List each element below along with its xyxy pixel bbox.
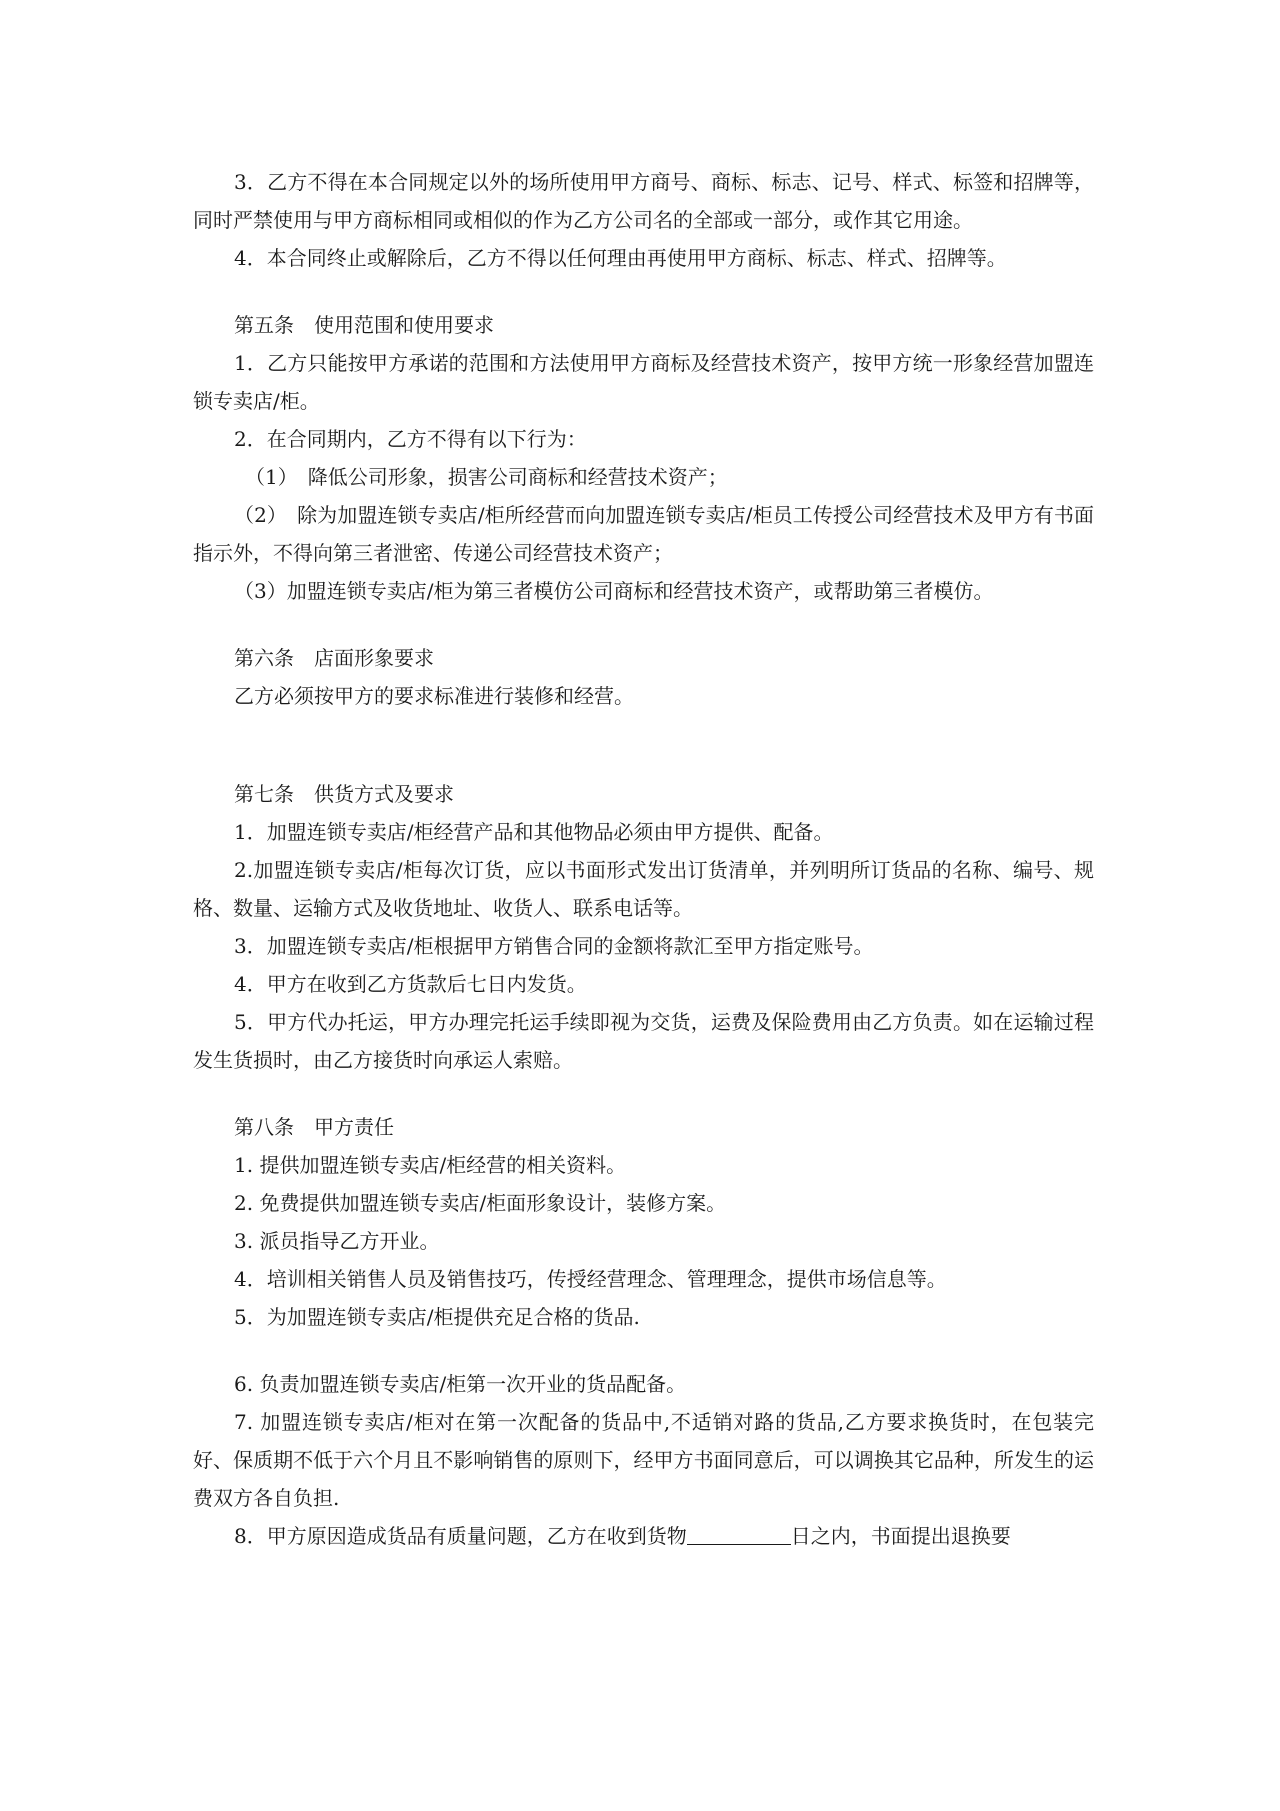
- clause-7-4: 4．甲方在收到乙方货款后七日内发货。: [234, 972, 587, 996]
- document-page: [193, 163, 1094, 1555]
- section-5-heading: 第五条 使用范围和使用要求: [234, 313, 494, 337]
- clause-8-8-text-before: 8．甲方原因造成货品有质量问题，乙方在收到货物: [234, 1524, 687, 1548]
- clause-5-1: 1．乙方只能按甲方承诺的范围和方法使用甲方商标及经营技术资产，按甲方统一形象经营加盟连锁专卖店/柜。: [193, 351, 1094, 413]
- spacer: [193, 1336, 1094, 1365]
- clause-8-2: 2. 免费提供加盟连锁专卖店/柜面形象设计，装修方案。: [234, 1191, 727, 1215]
- clause-5-2-item-2: （2） 除为加盟连锁专卖店/柜所经营而向加盟连锁专卖店/柜员工传授公司经营技术及甲方有书面指示外，不得向第三者泄密、传递公司经营技术资产；: [193, 503, 1094, 565]
- clause-8-3: 3. 派员指导乙方开业。: [234, 1229, 440, 1253]
- clause-6-1: 乙方必须按甲方的要求标准进行装修和经营。: [234, 684, 634, 708]
- clause-8-7: 7. 加盟连锁专卖店/柜对在第一次配备的货品中,不适销对路的货品,乙方要求换货时，在包装完好、保质期不低于六个月且不影响销售的原则下，经甲方书面同意后，可以调换其它品种，所发生的运费双方各自负担.: [193, 1410, 1094, 1510]
- clause-8-4: 4．培训相关销售人员及销售技巧，传授经营理念、管理理念，提供市场信息等。: [234, 1267, 947, 1291]
- clause-5-2: 2．在合同期内，乙方不得有以下行为：: [234, 427, 587, 451]
- spacer: [193, 610, 1094, 639]
- clause-8-1: 1. 提供加盟连锁专卖店/柜经营的相关资料。: [234, 1153, 627, 1177]
- clause-8-5: 5．为加盟连锁专卖店/柜提供充足合格的货品.: [234, 1305, 640, 1329]
- clause-5-2-item-1: （1） 降低公司形象，损害公司商标和经营技术资产；: [245, 465, 728, 489]
- spacer: [193, 1079, 1094, 1108]
- clause-8-6: 6. 负责加盟连锁专卖店/柜第一次开业的货品配备。: [234, 1372, 687, 1396]
- section-6-heading: 第六条 店面形象要求: [234, 646, 434, 670]
- clause-7-3: 3．加盟连锁专卖店/柜根据甲方销售合同的金额将款汇至甲方指定账号。: [234, 934, 874, 958]
- clause-7-2: 2.加盟连锁专卖店/柜每次订货，应以书面形式发出订货清单，并列明所订货品的名称、编号、规格、数量、运输方式及收货地址、收货人、联系电话等。: [193, 858, 1094, 920]
- clause-4-4: 4．本合同终止或解除后，乙方不得以任何理由再使用甲方商标、标志、样式、招牌等。: [234, 246, 1007, 270]
- section-8-heading: 第八条 甲方责任: [234, 1115, 394, 1139]
- clause-8-8-text-after: 日之内，书面提出退换要: [790, 1524, 1011, 1548]
- clause-5-2-item-3: （3）加盟连锁专卖店/柜为第三者模仿公司商标和经营技术资产，或帮助第三者模仿。: [234, 579, 994, 603]
- spacer: [193, 715, 1094, 775]
- clause-4-3: 3．乙方不得在本合同规定以外的场所使用甲方商号、商标、标志、记号、样式、标签和招牌等，同时严禁使用与甲方商标相同或相似的作为乙方公司名的全部或一部分，或作其它用途。: [193, 170, 1094, 232]
- clause-7-1: 1．加盟连锁专卖店/柜经营产品和其他物品必须由甲方提供、配备。: [234, 820, 834, 844]
- clause-7-5: 5．甲方代办托运，甲方办理完托运手续即视为交货，运费及保险费用由乙方负责。如在运输过程发生货损时，由乙方接货时向承运人索赔。: [193, 1010, 1094, 1072]
- spacer: [193, 277, 1094, 306]
- section-7-heading: 第七条 供货方式及要求: [234, 782, 454, 806]
- fill-in-blank[interactable]: [687, 1522, 791, 1545]
- clause-8-8: [193, 1517, 1094, 1555]
